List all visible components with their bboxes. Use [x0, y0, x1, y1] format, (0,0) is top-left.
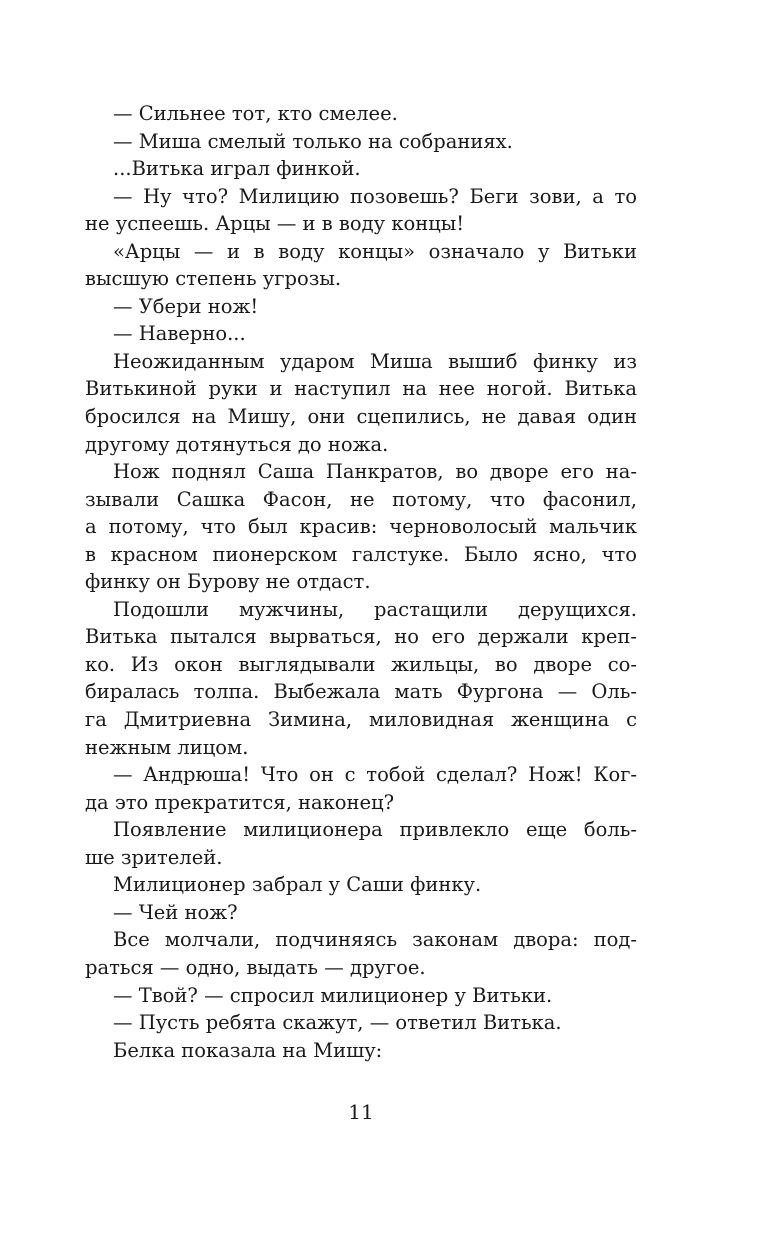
text-line: высшую степень угрозы.: [85, 267, 342, 291]
text-line: «Арцы — и в воду концы» означало у Витьки: [113, 239, 637, 263]
text-line: нежным лицом.: [85, 735, 249, 759]
paragraph: [113, 1009, 637, 1037]
text-line: — Ну что? Милицию позовешь? Беги зови, а то: [113, 184, 637, 208]
paragraph: [113, 899, 637, 927]
text-line: биралась толпа. Выбежала мать Фургона — Оль-: [85, 680, 637, 704]
text-line: — Чей нож?: [113, 900, 238, 924]
paragraph: [85, 348, 637, 458]
text-line: Белка показала на Мишу:: [113, 1038, 383, 1062]
text-line: да это прекратится, наконец?: [85, 790, 395, 814]
paragraph: [113, 871, 637, 899]
paragraph: [113, 982, 637, 1010]
text-line: в красном пионерском галстуке. Было ясно, что: [85, 542, 637, 566]
text-line: — Убери нож!: [113, 294, 259, 318]
paragraph: [85, 926, 637, 981]
paragraph: [85, 816, 637, 871]
paragraph: [113, 1037, 637, 1065]
paragraph: [85, 458, 637, 596]
text-line: Витькиной руки и наступил на нее ногой. Витька: [85, 377, 637, 401]
paragraph: [85, 596, 637, 761]
text-line: — Твой? — спросил милиционер у Витьки.: [113, 983, 553, 1007]
text-line: другому дотянуться до ножа.: [85, 432, 389, 456]
text-line: ко. Из окон выглядывали жильцы, во дворе со-: [85, 652, 637, 676]
paragraph: [85, 183, 637, 238]
text-line: — Сильнее тот, кто смелее.: [113, 102, 398, 125]
text-line: а потому, что был красив: черноволосый мальчик: [85, 515, 637, 539]
text-line: финку он Бурову не отдаст.: [85, 570, 371, 594]
text-line: Милиционер забрал у Саши финку.: [113, 873, 482, 897]
body-text: [85, 100, 637, 1064]
paragraph: [113, 293, 637, 321]
text-line: не успеешь. Арцы — и в воду концы!: [85, 212, 465, 236]
text-line: — Андрюша! Что он с тобой сделал? Нож! Ког-: [113, 763, 637, 787]
paragraph: [85, 238, 637, 293]
paragraph: [113, 155, 637, 183]
text-line: Подошли мужчины, растащили дерущихся.: [113, 597, 637, 621]
text-line: зывали Сашка Фасон, не потому, что фасонил,: [85, 487, 637, 511]
text-line: Витька пытался вырваться, но его держали креп-: [85, 625, 637, 649]
text-line: — Наверно...: [113, 322, 246, 346]
text-line: Нож поднял Саша Панкратов, во дворе его на-: [113, 460, 637, 484]
paragraph: [113, 320, 637, 348]
text-line: ...Витька играл финкой.: [113, 157, 361, 181]
text-line: га Дмитриевна Зимина, миловидная женщина с: [85, 708, 637, 732]
text-line: раться — одно, выдать — другое.: [85, 955, 426, 979]
text-line: — Пусть ребята скажут, — ответил Витька.: [113, 1011, 562, 1035]
text-line: Появление милиционера привлекло еще боль-: [113, 818, 637, 842]
paragraph: [113, 100, 637, 128]
text-line: — Миша смелый только на собраниях.: [113, 129, 513, 153]
text-line: Неожиданным ударом Миша вышиб финку из: [113, 349, 637, 373]
text-line: Все молчали, подчиняясь законам двора: под-: [113, 928, 637, 952]
text-line: бросился на Мишу, они сцепились, не давая один: [85, 405, 637, 429]
text-line: ше зрителей.: [85, 845, 223, 869]
page-number: 11: [348, 1100, 374, 1124]
paragraph: [85, 761, 637, 816]
paragraph: [113, 128, 637, 156]
